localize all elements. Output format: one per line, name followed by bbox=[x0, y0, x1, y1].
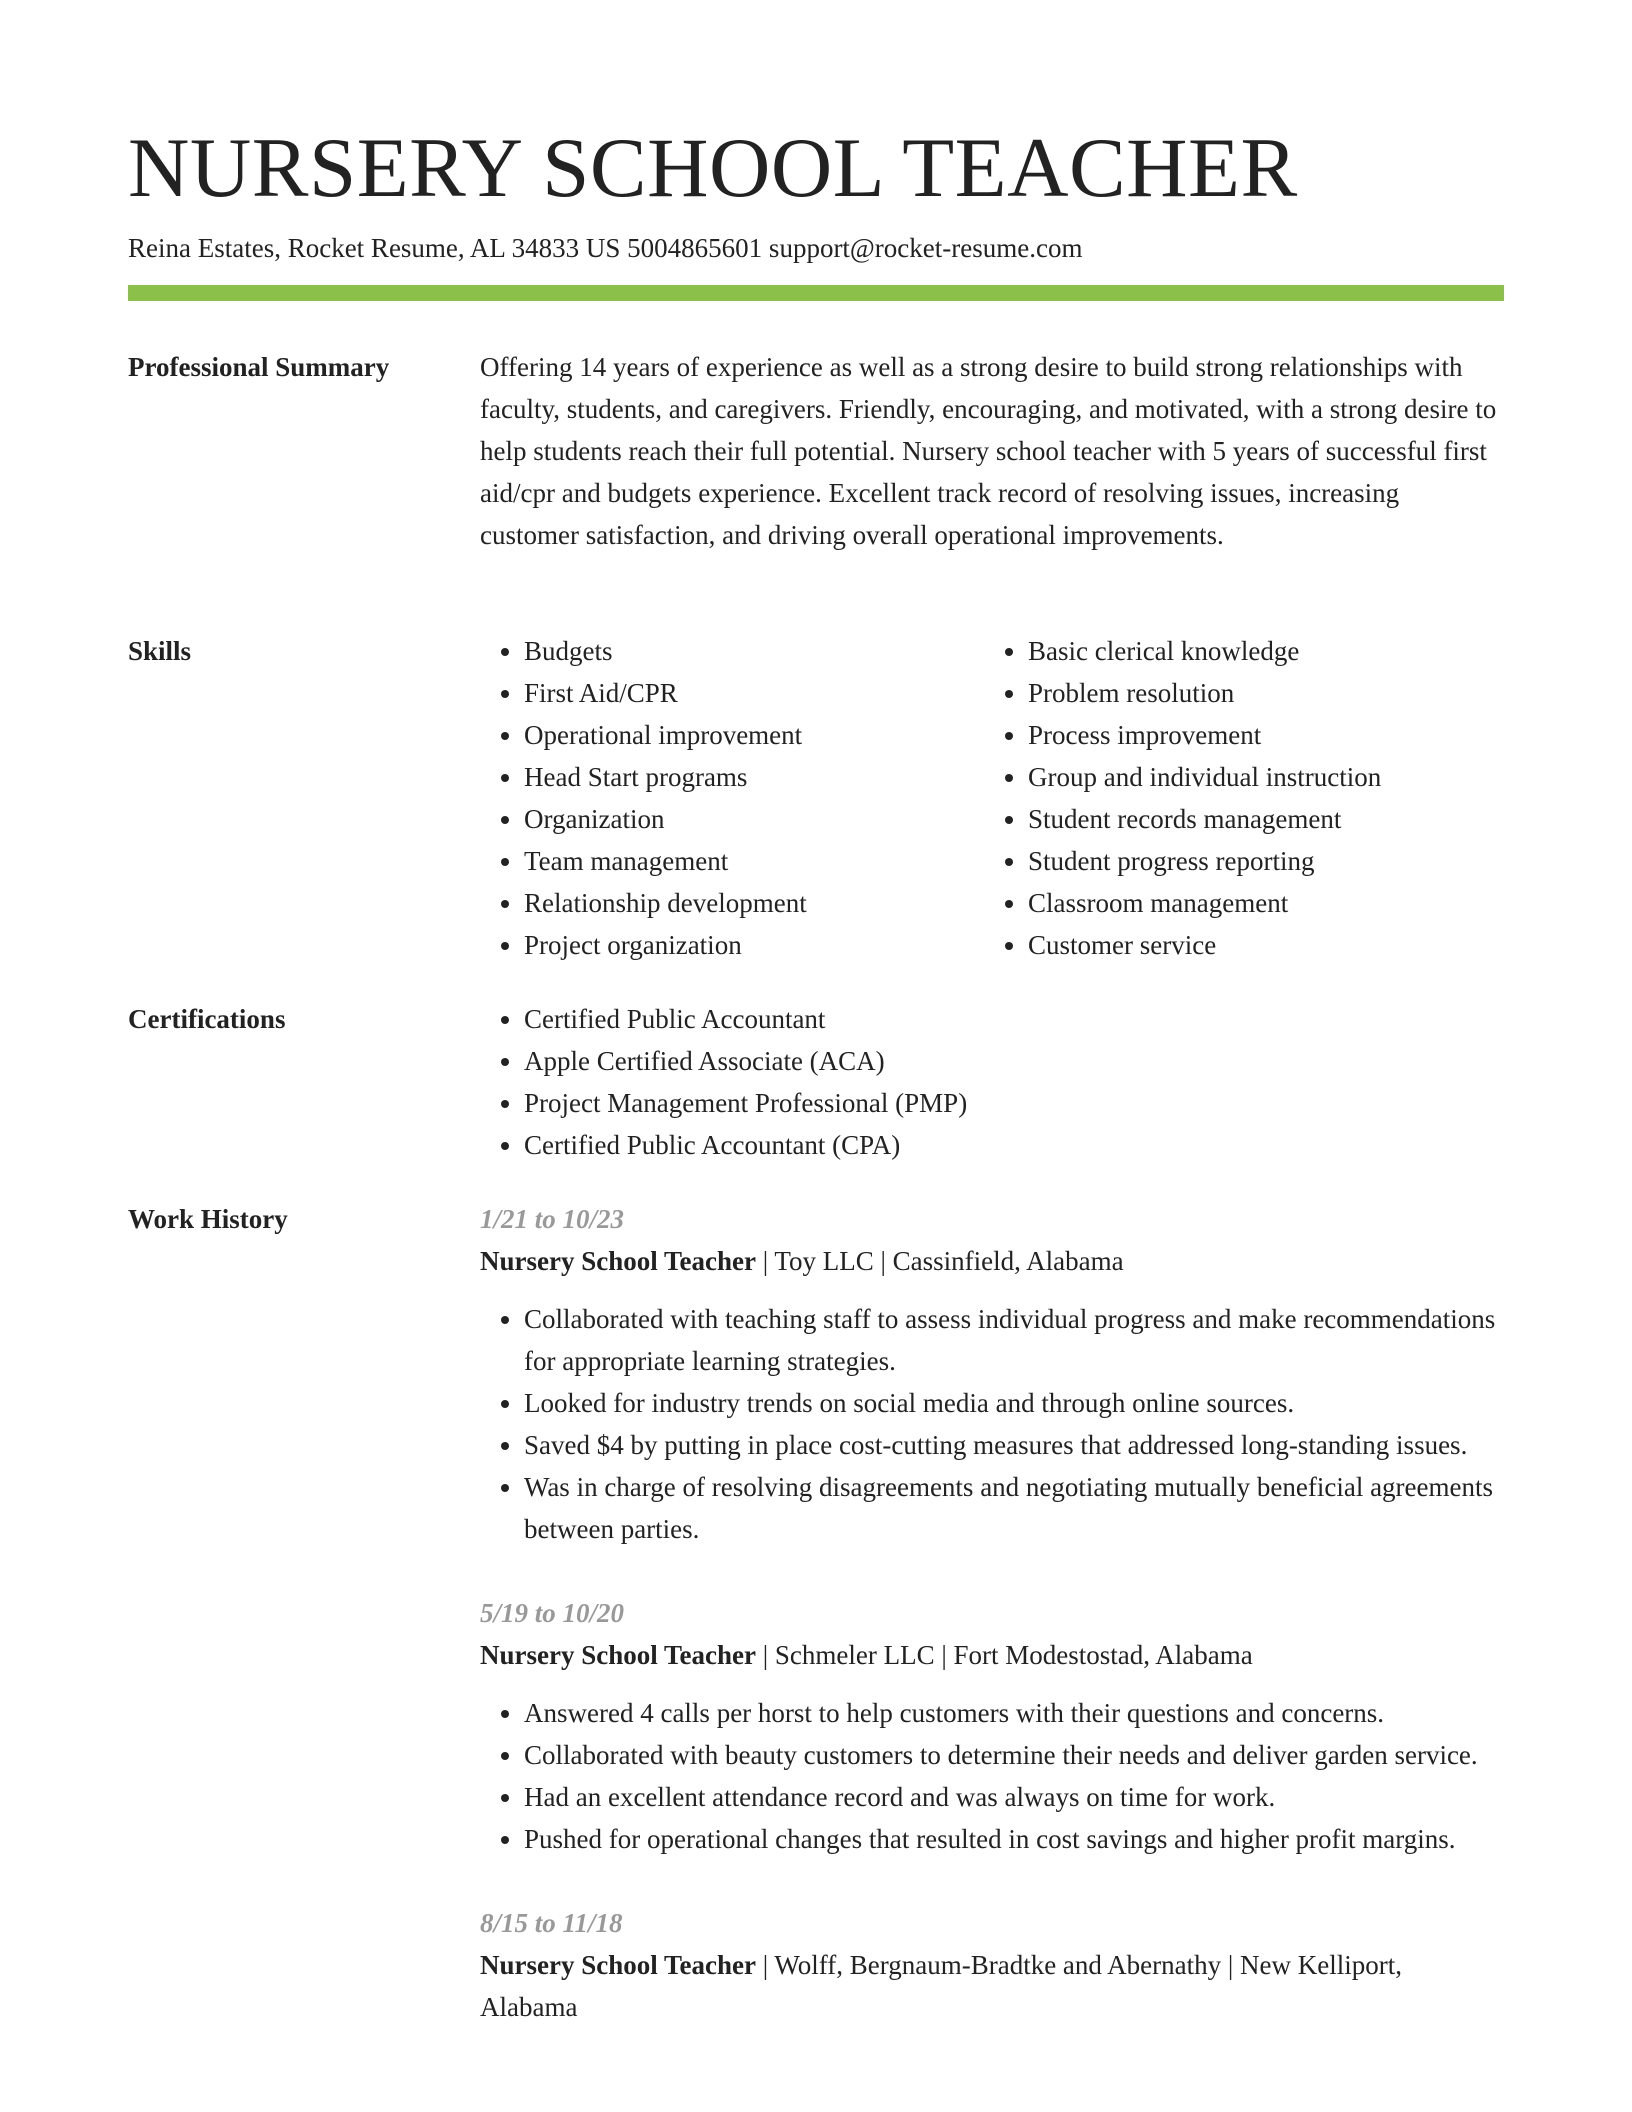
skill-item: • Team management bbox=[524, 840, 984, 882]
skill-item: • Classroom management bbox=[1028, 882, 1488, 924]
skill-item: • Problem resolution bbox=[1028, 672, 1488, 714]
job-bullet: • Collaborated with teaching staff to assess individual progress and make recommendations for appropriate learning strategies. bbox=[524, 1298, 1504, 1382]
skill-item: • Process improvement bbox=[1028, 714, 1488, 756]
certification-item: • Certified Public Accountant (CPA) bbox=[524, 1124, 1504, 1166]
skill-item: • Group and individual instruction bbox=[1028, 756, 1488, 798]
skill-item: • Student progress reporting bbox=[1028, 840, 1488, 882]
job-bullet: • Answered 4 calls per horst to help customers with their questions and concerns. bbox=[524, 1692, 1504, 1734]
skill-item: • First Aid/CPR bbox=[524, 672, 984, 714]
job-bullet: • Was in charge of resolving disagreements and negotiating mutually beneficial agreements between parties. bbox=[524, 1466, 1504, 1550]
job-bullet: • Pushed for operational changes that resulted in cost savings and higher profit margins. bbox=[524, 1818, 1504, 1860]
job-bullets bbox=[480, 1298, 1504, 1550]
job-bullet: • Saved $4 by putting in place cost-cutting measures that addressed long-standing issues. bbox=[524, 1424, 1504, 1466]
skills-list-left bbox=[480, 630, 984, 966]
job-employer-location: | Wolff, Bergnaum-Bradtke and Abernathy | New Kelliport, Alabama bbox=[480, 1950, 1402, 2022]
job-entry bbox=[480, 1198, 1504, 1550]
header-divider bbox=[128, 285, 1504, 301]
skill-item: • Project organization bbox=[524, 924, 984, 966]
certification-item: • Project Management Professional (PMP) bbox=[524, 1082, 1504, 1124]
job-dates: 1/21 to 10/23 bbox=[480, 1204, 625, 1234]
skills-column-left bbox=[480, 630, 984, 966]
job-entry bbox=[480, 1592, 1504, 1860]
job-title-line bbox=[480, 1634, 1504, 1676]
job-dates: 8/15 to 11/18 bbox=[480, 1908, 623, 1938]
job-bullets bbox=[480, 1692, 1504, 1860]
job-title: Nursery School Teacher bbox=[480, 1246, 756, 1276]
certifications-body bbox=[480, 998, 1504, 1166]
skills-column-right bbox=[984, 630, 1488, 966]
skill-item: • Head Start programs bbox=[524, 756, 984, 798]
work-history-body bbox=[480, 1198, 1504, 2070]
skills-body bbox=[480, 630, 1504, 966]
job-employer-location: | Schmeler LLC | Fort Modestostad, Alabama bbox=[756, 1640, 1253, 1670]
job-employer-location: | Toy LLC | Cassinfield, Alabama bbox=[756, 1246, 1124, 1276]
summary-text: Offering 14 years of experience as well as a strong desire to build strong relationships with faculty, students, and caregivers. Friendly, encouraging, and motivated, with a strong desire to help students reach their full potential. Nursery school teacher with 5 years of successful first aid/cpr and budgets experience. Excellent track record of resolving issues, increasing customer satisfaction, and driving overall operational improvements. bbox=[480, 352, 1497, 550]
contact-line: Reina Estates, Rocket Resume, AL 34833 US 5004865601 support@rocket-resume.com bbox=[128, 233, 1083, 263]
skill-item: • Relationship development bbox=[524, 882, 984, 924]
summary-heading: Professional Summary bbox=[128, 352, 390, 382]
skill-item: • Basic clerical knowledge bbox=[1028, 630, 1488, 672]
certifications-list bbox=[480, 998, 1504, 1166]
skill-item: • Budgets bbox=[524, 630, 984, 672]
job-bullet: • Collaborated with beauty customers to determine their needs and deliver garden service. bbox=[524, 1734, 1504, 1776]
job-dates: 5/19 to 10/20 bbox=[480, 1598, 625, 1628]
job-title-line bbox=[480, 1240, 1504, 1282]
summary-body bbox=[480, 346, 1504, 556]
skill-item: • Customer service bbox=[1028, 924, 1488, 966]
skills-heading: Skills bbox=[128, 636, 192, 666]
job-bullet: • Looked for industry trends on social media and through online sources. bbox=[524, 1382, 1504, 1424]
job-title-line bbox=[480, 1944, 1504, 2028]
certification-item: • Apple Certified Associate (ACA) bbox=[524, 1040, 1504, 1082]
skill-item: • Organization bbox=[524, 798, 984, 840]
skills-list-right bbox=[984, 630, 1488, 966]
certifications-heading: Certifications bbox=[128, 1004, 286, 1034]
skill-item: • Student records management bbox=[1028, 798, 1488, 840]
skill-item: • Operational improvement bbox=[524, 714, 984, 756]
job-bullet: • Had an excellent attendance record and was always on time for work. bbox=[524, 1776, 1504, 1818]
resume-name: NURSERY SCHOOL TEACHER bbox=[128, 121, 1298, 215]
job-entry bbox=[480, 1902, 1504, 2028]
job-title: Nursery School Teacher bbox=[480, 1640, 756, 1670]
certification-item: • Certified Public Accountant bbox=[524, 998, 1504, 1040]
work-history-heading: Work History bbox=[128, 1204, 288, 1234]
job-title: Nursery School Teacher bbox=[480, 1950, 756, 1980]
